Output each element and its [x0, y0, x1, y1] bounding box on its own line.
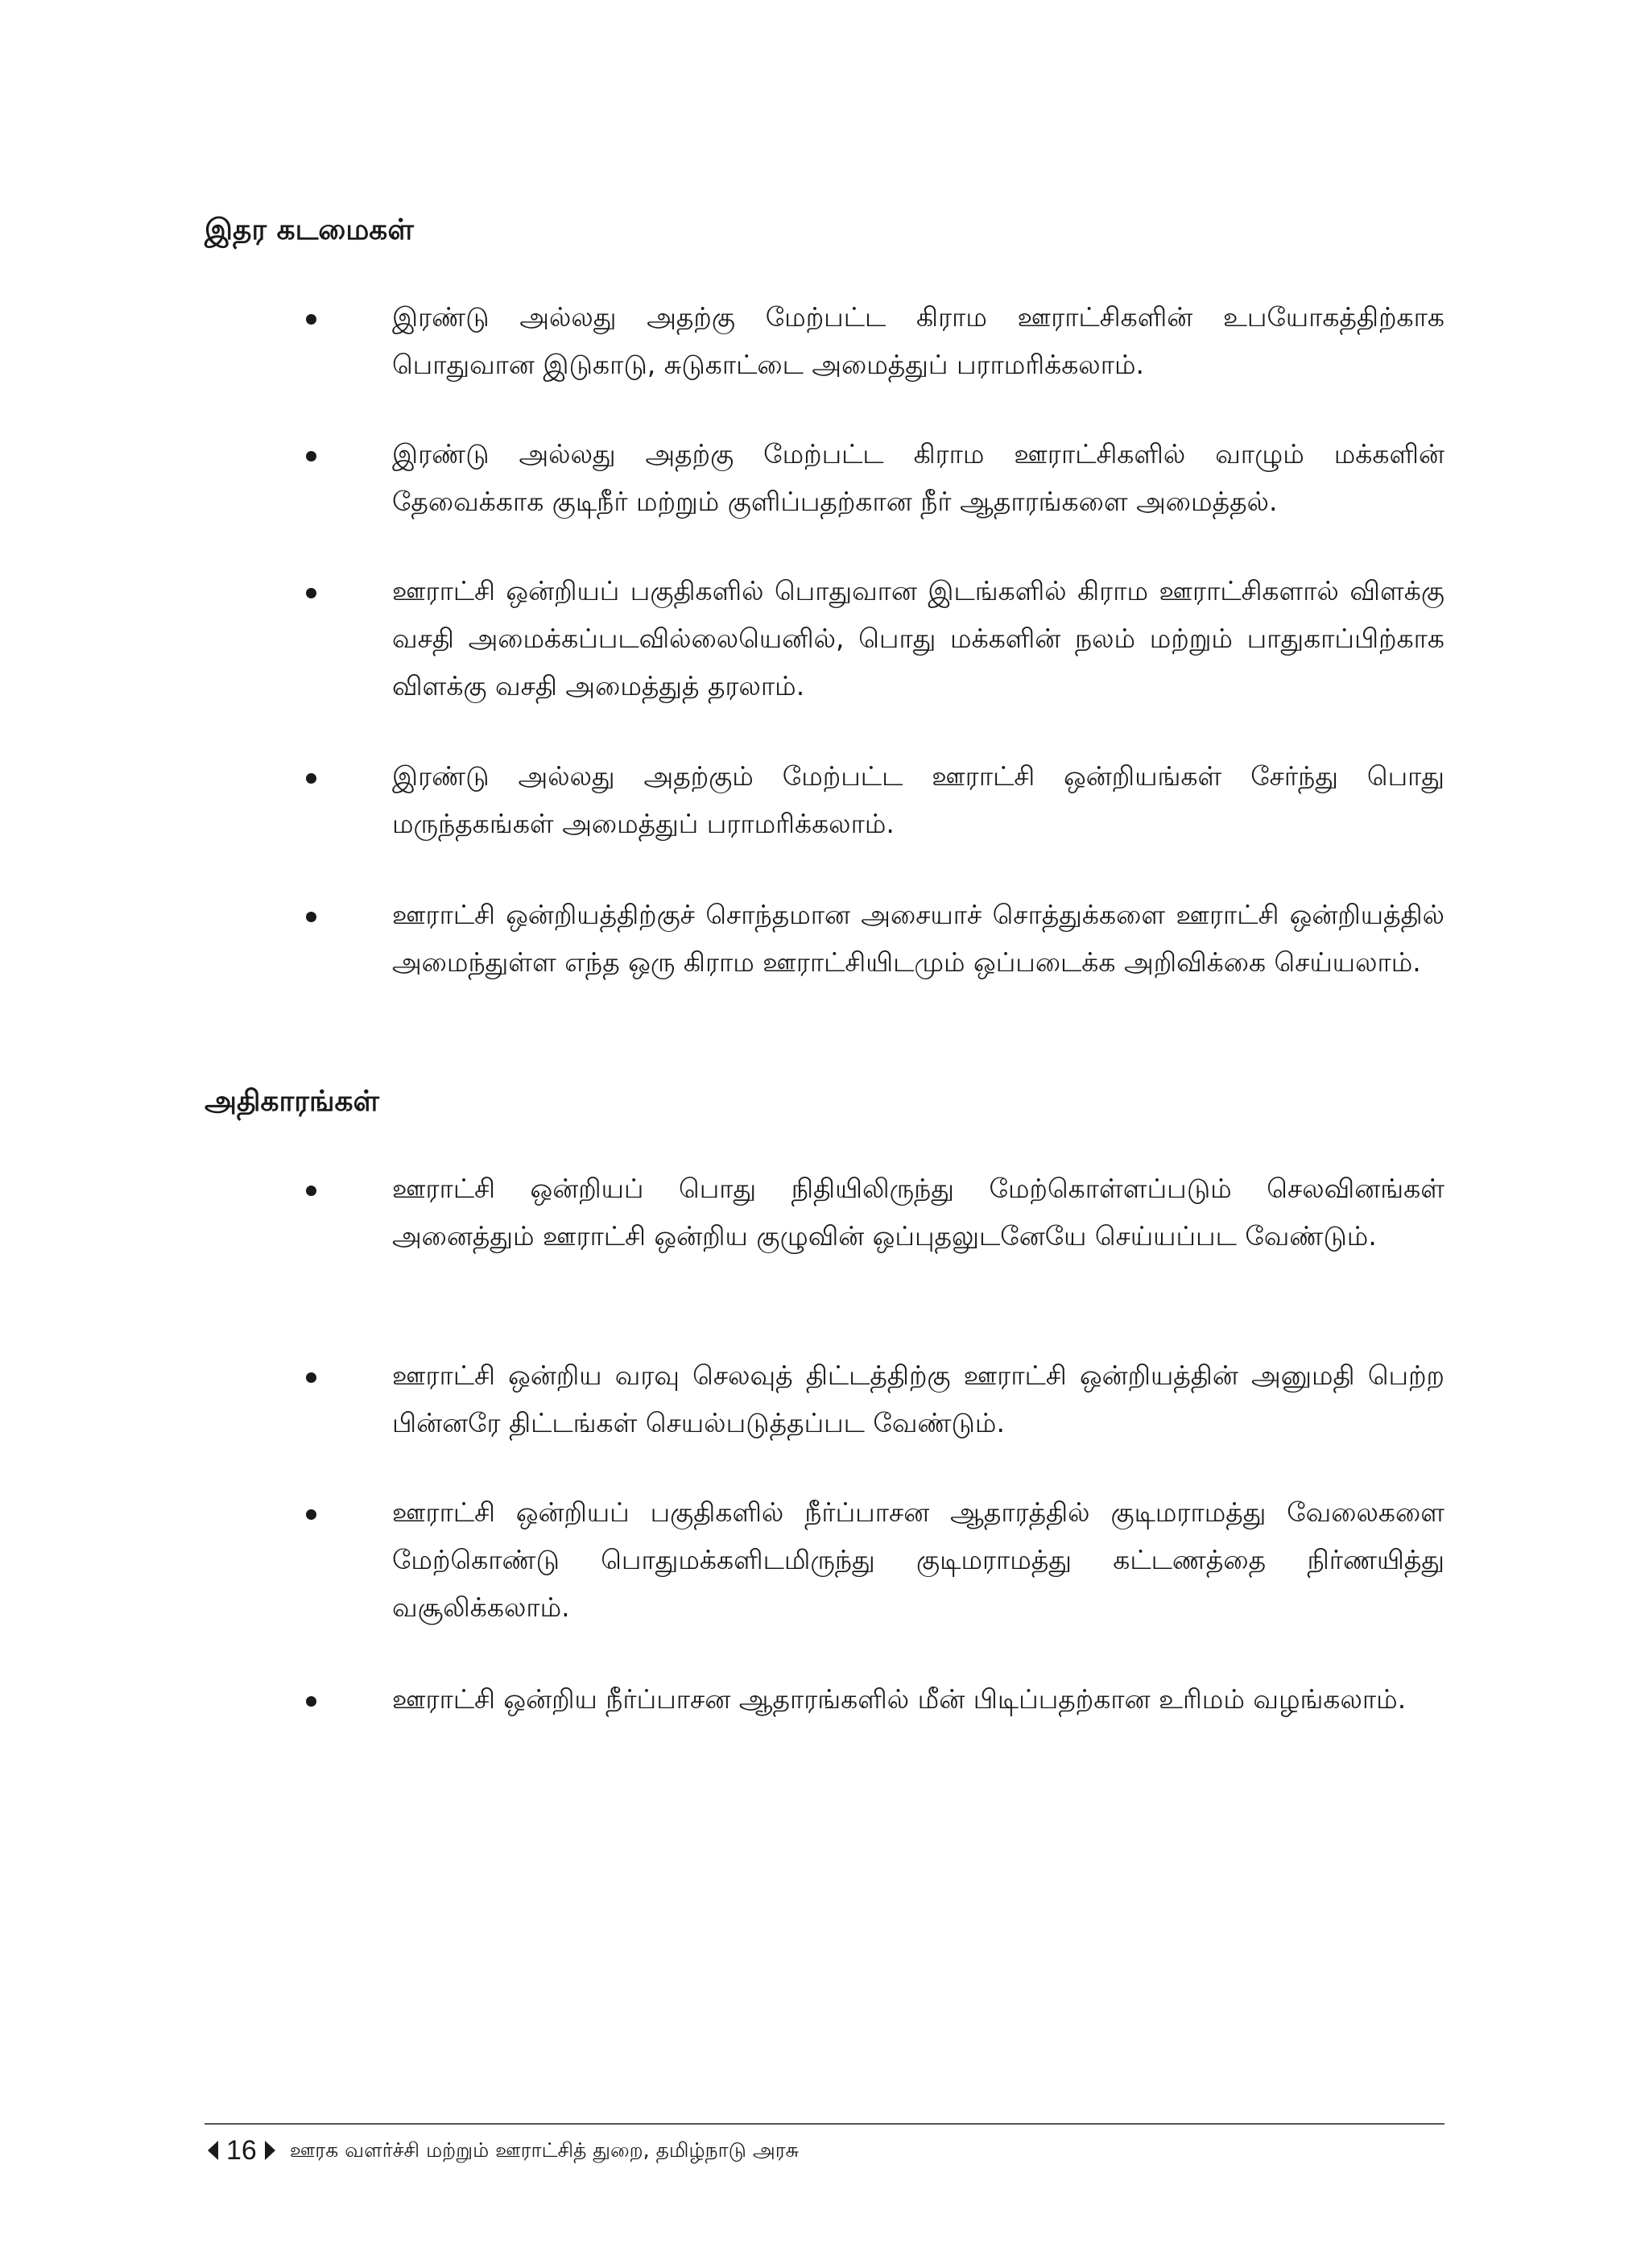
bullet-icon: [306, 1372, 316, 1383]
list-item-text: ஊராட்சி ஒன்றிய நீர்ப்பாசன ஆதாரங்களில் மீன் பிடிப்பதற்கான உரிமம் வழங்கலாம்.: [392, 1683, 1407, 1715]
list-item: [306, 567, 1444, 710]
list-item-text: இரண்டு அல்லது அதற்கும் மேற்பட்ட ஊராட்சி ஒன்றியங்கள் சேர்ந்து பொது மருந்தகங்கள் அமைத்துப் பராமரிக்கலாம்.: [392, 760, 1444, 839]
list-item-text: ஊராட்சி ஒன்றியப் பகுதிகளில் நீர்ப்பாசன ஆதாரத்தில் குடிமராமத்து வேலைகளை மேற்கொண்டு பொதுமக்களிடமிருந்து குடிமராமத்து கட்டணத்தை நிர்ணயித்து வசூலிக்கலாம்.: [392, 1496, 1444, 1623]
list-item-text: இரண்டு அல்லது அதற்கு மேற்பட்ட கிராம ஊராட்சிகளில் வாழும் மக்களின் தேவைக்காக குடிநீர் மற்றும் குளிப்பதற்கான நீர் ஆதாரங்களை அமைத்தல்.: [392, 438, 1444, 517]
bullet-icon: [306, 773, 316, 784]
page-number: 16: [226, 2135, 257, 2166]
list-item: [306, 1675, 1444, 1723]
list-item-text: ஊராட்சி ஒன்றிய வரவு செலவுத் திட்டத்திற்கு ஊராட்சி ஒன்றியத்தின் அனுமதி பெற்ற பின்னரே திட்டங்கள் செயல்படுத்தப்பட வேண்டும்.: [392, 1360, 1444, 1438]
page-footer: [208, 2133, 799, 2168]
bullet-icon: [306, 912, 316, 922]
list-item-text: ஊராட்சி ஒன்றியப் பொது நிதியிலிருந்து மேற்கொள்ளப்படும் செலவினங்கள் அனைத்தும் ஊராட்சி ஒன்றிய குழுவின் ஒப்புதலுடனேயே செய்யப்பட வேண்டும்.: [392, 1173, 1444, 1252]
list-item-text: இரண்டு அல்லது அதற்கு மேற்பட்ட கிராம ஊராட்சிகளின் உபயோகத்திற்காக பொதுவான இடுகாடு, சுடுகாட்டை அமைத்துப் பராமரிக்கலாம்.: [392, 301, 1444, 380]
triangle-left-icon: [208, 2141, 218, 2160]
bullet-icon: [306, 588, 316, 598]
list-item: [306, 1488, 1444, 1631]
bullet-icon: [306, 1509, 316, 1520]
list-item-text: ஊராட்சி ஒன்றியப் பகுதிகளில் பொதுவான இடங்களில் கிராம ஊராட்சிகளால் விளக்கு வசதி அமைக்கப்படவில்லையெனில், பொது மக்களின் நலம் மற்றும் பாதுகாப்பிற்காக விளக்கு வசதி அமைத்துத் தரலாம்.: [392, 575, 1444, 702]
section-heading-other-duties: இதர கடமைகள்: [205, 213, 414, 246]
list-item: [306, 752, 1444, 847]
bullet-icon: [306, 1696, 316, 1707]
list-item: [306, 1351, 1444, 1446]
list-item: [306, 430, 1444, 525]
bullet-icon: [306, 1186, 316, 1196]
bullet-icon: [306, 451, 316, 461]
list-item: [306, 1165, 1444, 1260]
footer-divider: [205, 2123, 1444, 2125]
list-item: [306, 293, 1444, 388]
footer-publisher-text: ஊரக வளர்ச்சி மற்றும் ஊராட்சித் துறை, தமிழ்நாடு அரசு: [289, 2138, 799, 2162]
list-item-text: ஊராட்சி ஒன்றியத்திற்குச் சொந்தமான அசையாச் சொத்துக்களை ஊராட்சி ஒன்றியத்தில் அமைந்துள்ள எந்த ஒரு கிராம ஊராட்சியிடமும் ஒப்படைக்க அறிவிக்கை செய்யலாம்.: [392, 899, 1444, 978]
triangle-right-icon: [265, 2141, 275, 2160]
bullet-icon: [306, 314, 316, 325]
section-heading-powers: அதிகாரங்கள்: [205, 1085, 379, 1118]
list-item: [306, 891, 1444, 986]
